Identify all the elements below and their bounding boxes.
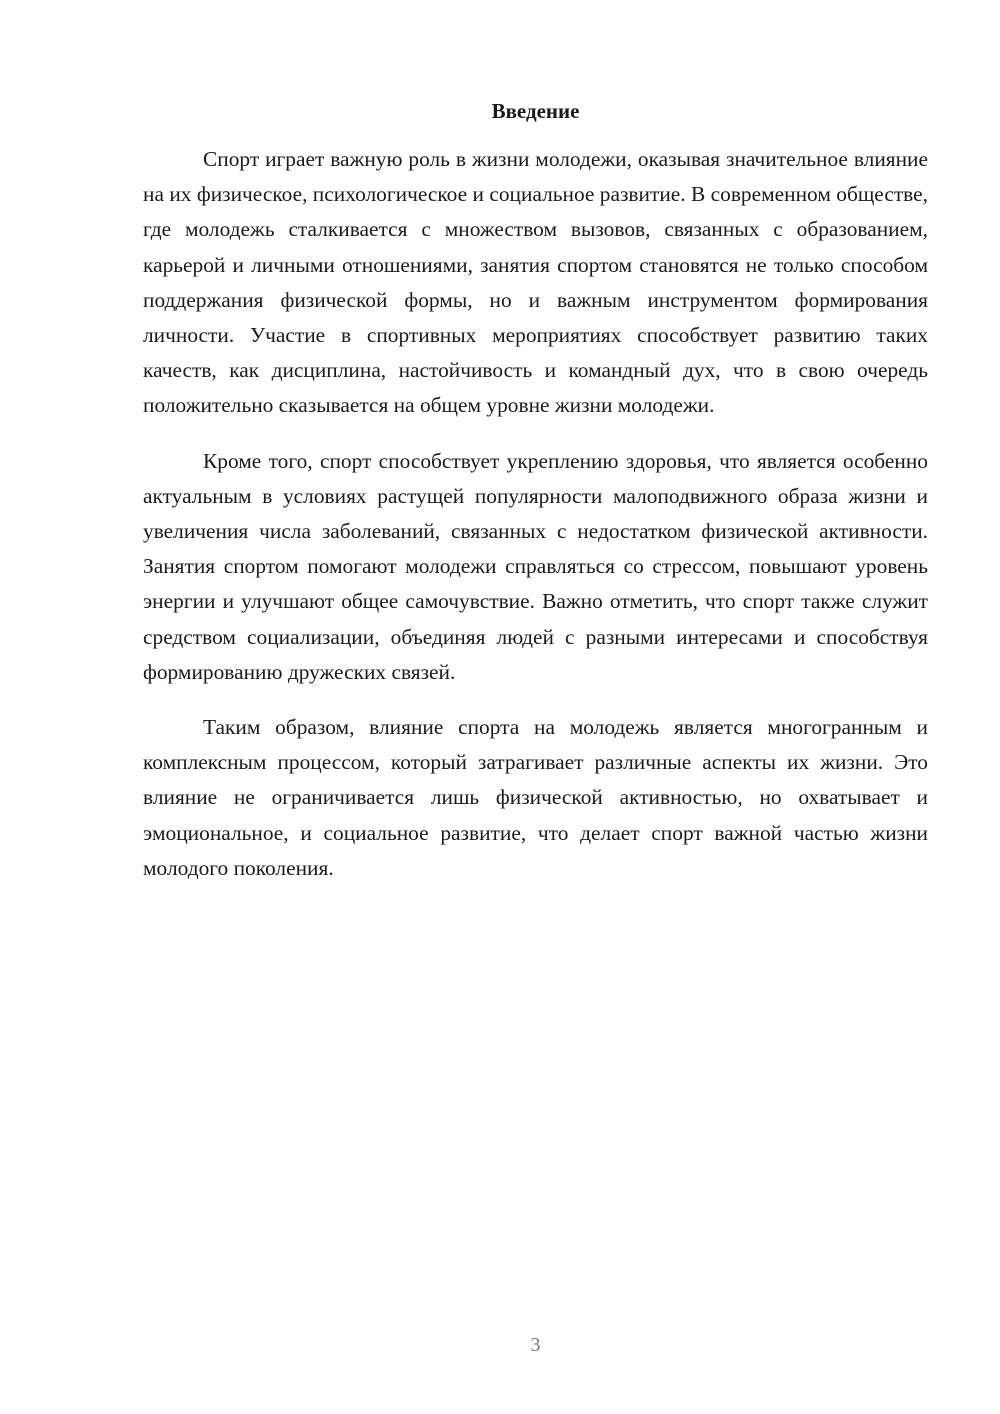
body-text (143, 142, 928, 906)
paragraph-2: Кроме того, спорт способствует укреплению здоровья, что является особенно актуальным в условиях растущей популярности малоподвижного образа жизни и увеличения числа заболеваний, связанных с недостатком физической активности. Занятия спортом помогают молодежи справляться со стрессом, повышают уровень энергии и улучшают общее самочувствие. Важно отметить, что спорт также служит средством социализации, объединяя людей с разными интересами и способствуя формированию дружеских связей. (143, 448, 928, 684)
paragraph-1: Спорт играет важную роль в жизни молодежи, оказывая значительное влияние на их физическое, психологическое и социальное развитие. В современном обществе, где молодежь сталкивается с множеством вызовов, связанных с образованием, карьерой и личными отношениями, занятия спортом становятся не только способом поддержания физической формы, но и важным инструментом формирования личности. Участие в спортивных мероприятиях способствует развитию таких качеств, как дисциплина, настойчивость и командный дух, что в свою очередь положительно сказывается на общем уровне жизни молодежи. (143, 147, 928, 418)
section-heading: Введение (491, 99, 580, 123)
page-number: 3 (530, 1334, 541, 1356)
paragraph-3: Таким образом, влияние спорта на молодежь является многогранным и комплексным процессом, который затрагивает различные аспекты их жизни. Это влияние не ограничивается лишь физической активностью, но охватывает и эмоциональное, и социальное развитие, что делает спорт важной частью жизни молодого поколения. (143, 715, 928, 880)
